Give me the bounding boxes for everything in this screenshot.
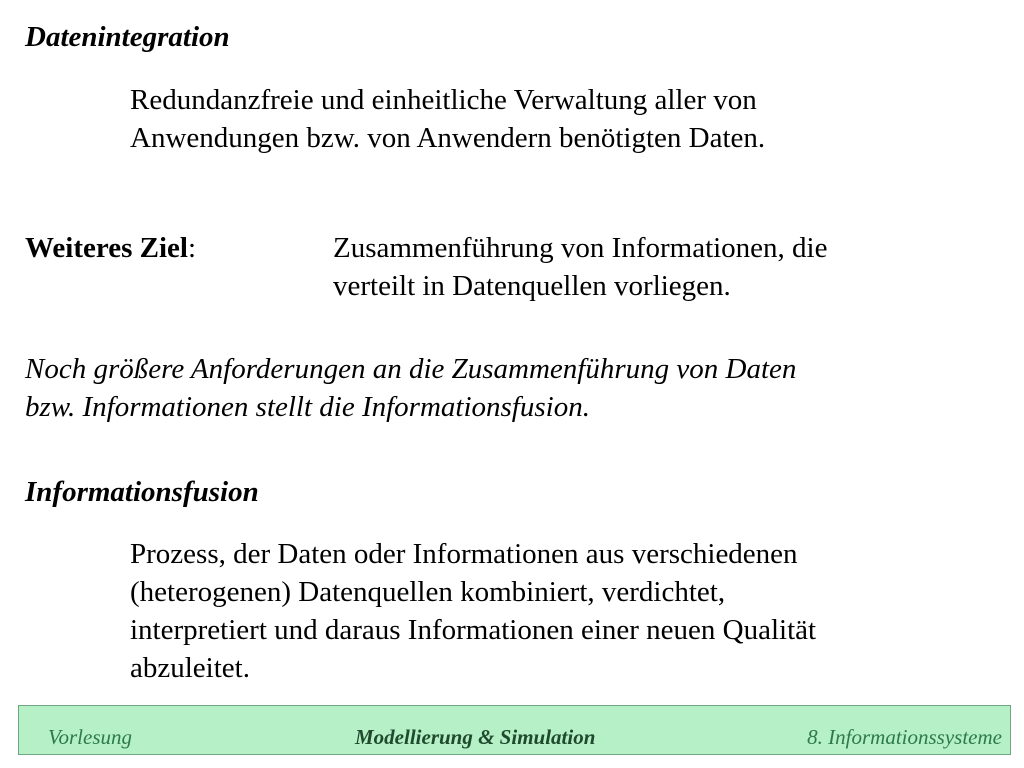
footer-bar (18, 705, 1011, 755)
fusion-line: interpretiert und daraus Informationen einer neuen Qualität (130, 614, 817, 646)
definition-line: Redundanzfreie und einheitliche Verwaltung aller von (130, 84, 757, 116)
heading-informationsfusion: Informationsfusion (25, 476, 259, 508)
goal-label-text: Weiteres Ziel (25, 232, 188, 264)
fusion-line: (heterogenen) Datenquellen kombiniert, verdichtet, (130, 576, 726, 608)
heading-datenintegration: Datenintegration (25, 21, 230, 53)
fusion-line: abzuleitet. (130, 652, 250, 684)
footer-course-label: Vorlesung (48, 725, 132, 749)
goal-label-colon: : (187, 232, 197, 264)
goal-label (25, 229, 196, 267)
fusion-note (25, 350, 796, 426)
definition-line: Anwendungen bzw. von Anwendern benötigten Daten. (130, 122, 766, 154)
note-line: Noch größere Anforderungen an die Zusammenführung von Daten (25, 353, 797, 385)
informationsfusion-definition (130, 535, 816, 687)
note-line: bzw. Informationen stellt die Informationsfusion. (25, 391, 590, 423)
datenintegration-definition (130, 81, 765, 157)
footer-course-title: Modellierung & Simulation (355, 725, 596, 749)
goal-description (333, 229, 828, 305)
fusion-line: Prozess, der Daten oder Informationen aus verschiedenen (130, 538, 798, 570)
goal-line: verteilt in Datenquellen vorliegen. (333, 270, 731, 302)
footer-chapter: 8. Informationssysteme (807, 725, 1002, 749)
goal-line: Zusammenführung von Informationen, die (333, 232, 828, 264)
